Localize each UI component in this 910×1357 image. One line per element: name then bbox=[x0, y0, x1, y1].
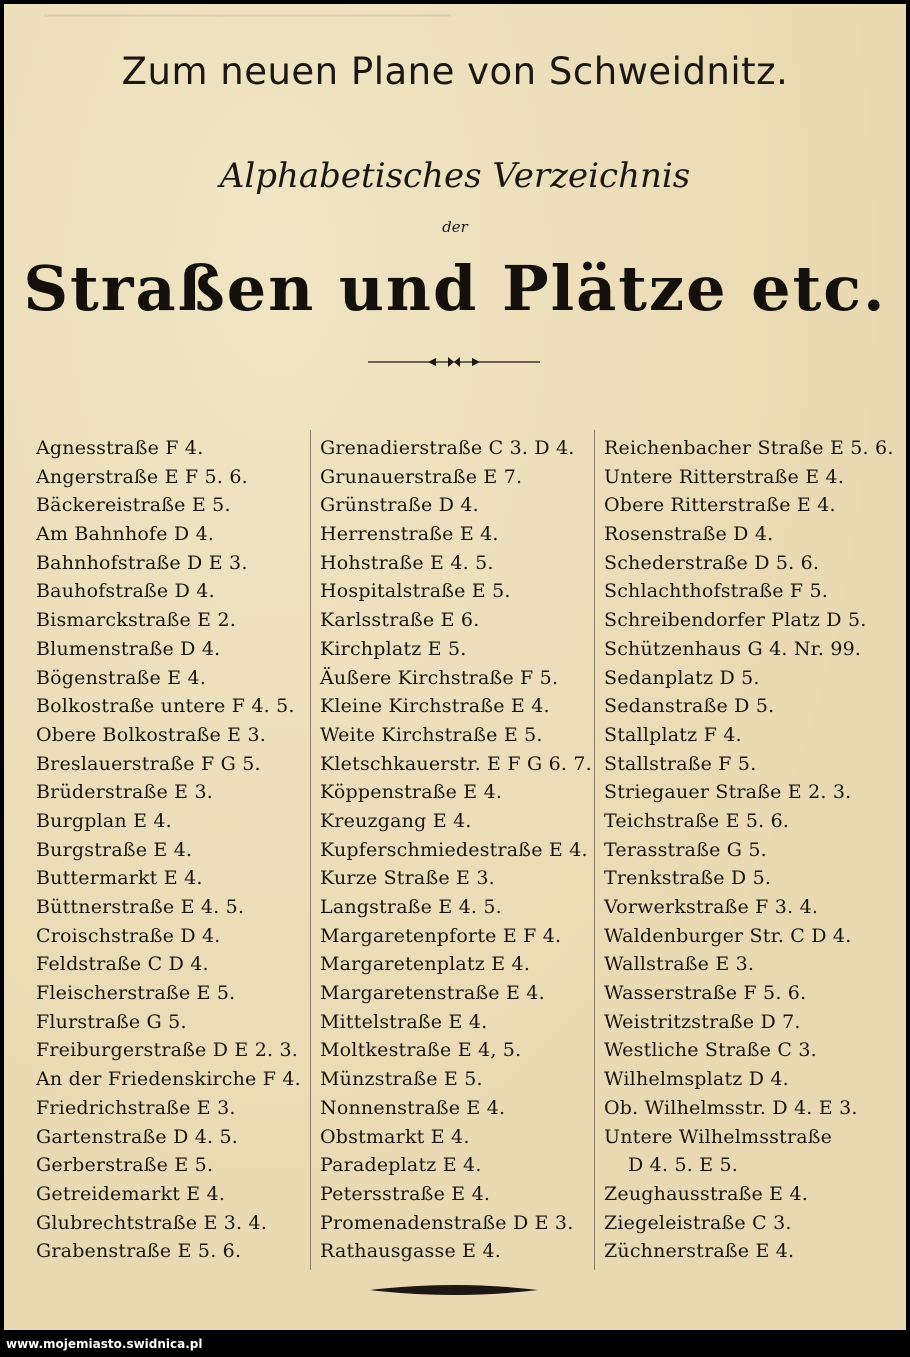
list-item: Bauhofstraße D 4. bbox=[36, 580, 215, 603]
list-item: Burgstraße E 4. bbox=[36, 838, 193, 861]
list-item: Bolkostraße untere F 4. 5. bbox=[36, 695, 295, 718]
list-item: Teichstraße E 5. 6. bbox=[604, 809, 790, 832]
list-item: Stallplatz F 4. bbox=[604, 723, 742, 746]
list-item: Rosenstraße D 4. bbox=[604, 523, 774, 546]
column-divider bbox=[594, 430, 595, 1270]
list-item: Brüderstraße E 3. bbox=[36, 781, 213, 804]
list-item: Wasserstraße F 5. 6. bbox=[604, 982, 807, 1005]
street-column-3 bbox=[604, 434, 904, 1266]
list-item: Mittelstraße E 4. bbox=[320, 1010, 488, 1033]
list-item: Westliche Straße C 3. bbox=[604, 1039, 817, 1062]
list-item: Untere Wilhelmsstraße bbox=[604, 1125, 833, 1148]
list-item: Buttermarkt E 4. bbox=[36, 867, 203, 890]
page-subtitle: Alphabetisches Verzeichnis bbox=[219, 156, 691, 196]
list-item: Schlachthofstraße F 5. bbox=[604, 580, 829, 603]
list-item: Terasstraße G 5. bbox=[604, 838, 767, 861]
list-item: D 4. 5. E 5. bbox=[628, 1154, 739, 1177]
document-page bbox=[4, 4, 906, 1330]
list-item: Paradeplatz E 4. bbox=[320, 1154, 482, 1177]
page-title: Zum neuen Plane von Schweidnitz. bbox=[121, 50, 789, 93]
list-item: Münzstraße E 5. bbox=[320, 1068, 483, 1091]
list-item: Blumenstraße D 4. bbox=[36, 637, 221, 660]
list-item: Bögenstraße E 4. bbox=[36, 666, 207, 689]
list-item: Ziegeleistraße C 3. bbox=[604, 1211, 792, 1234]
list-item: Weite Kirchstraße E 5. bbox=[320, 723, 543, 746]
list-item: Breslauerstraße F G 5. bbox=[36, 752, 261, 775]
list-item: Kirchplatz E 5. bbox=[320, 637, 467, 660]
street-column-1 bbox=[36, 434, 316, 1266]
list-item: Wallstraße E 3. bbox=[604, 953, 755, 976]
list-item: Fleischerstraße E 5. bbox=[36, 982, 236, 1005]
divider-ornament-icon bbox=[366, 352, 542, 372]
list-item: Grünstraße D 4. bbox=[320, 494, 479, 517]
list-item: Waldenburger Str. C D 4. bbox=[604, 924, 852, 947]
page-heading: Straßen und Plätze etc. bbox=[23, 252, 887, 325]
list-item: Untere Ritterstraße E 4. bbox=[604, 465, 845, 488]
list-item: Stallstraße F 5. bbox=[604, 752, 757, 775]
list-item: Am Bahnhofe D 4. bbox=[36, 523, 215, 546]
list-item: Sedanplatz D 5. bbox=[604, 666, 760, 689]
list-item: Züchnerstraße E 4. bbox=[604, 1240, 795, 1263]
list-item: Bismarckstraße E 2. bbox=[36, 609, 236, 632]
list-item: Kleine Kirchstraße E 4. bbox=[320, 695, 550, 718]
list-item: Langstraße E 4. 5. bbox=[320, 896, 502, 918]
list-item: Bahnhofstraße D E 3. bbox=[36, 551, 248, 574]
list-item: Margaretenplatz E 4. bbox=[320, 953, 531, 976]
list-item: Ob. Wilhelmsstr. D 4. E 3. bbox=[604, 1096, 858, 1119]
list-item: Margaretenstraße E 4. bbox=[320, 982, 545, 1005]
list-item: Gartenstraße D 4. 5. bbox=[36, 1125, 239, 1148]
list-item: Äußere Kirchstraße F 5. bbox=[320, 666, 559, 689]
list-item: Burgplan E 4. bbox=[36, 809, 172, 832]
list-item: Obere Ritterstraße E 4. bbox=[604, 494, 836, 517]
bottom-ornament-icon bbox=[368, 1282, 540, 1298]
list-item: Agnesstraße F 4. bbox=[36, 437, 204, 459]
list-item: Bäckereistraße E 5. bbox=[36, 494, 231, 517]
list-item: An der Friedenskirche F 4. bbox=[36, 1068, 301, 1091]
list-item: Getreidemarkt E 4. bbox=[36, 1182, 226, 1205]
source-url: www.mojemiasto.swidnica.pl bbox=[6, 1337, 203, 1351]
list-item: Kupferschmiedestraße E 4. bbox=[320, 838, 588, 861]
list-item: Friedrichstraße E 3. bbox=[36, 1096, 236, 1119]
list-item: Büttnerstraße E 4. 5. bbox=[36, 896, 245, 918]
list-item: Kletschkauerstr. E F G 6. 7. bbox=[320, 752, 592, 775]
list-item: Promenadenstraße D E 3. bbox=[320, 1211, 574, 1234]
list-item: Grunauerstraße E 7. bbox=[320, 465, 523, 488]
list-item: Schederstraße D 5. 6. bbox=[604, 551, 820, 574]
list-item: Obere Bolkostraße E 3. bbox=[36, 723, 266, 746]
list-item: Schützenhaus G 4. Nr. 99. bbox=[604, 637, 862, 660]
list-item: Köppenstraße E 4. bbox=[320, 781, 503, 804]
list-item: Freiburgerstraße D E 2. 3. bbox=[36, 1039, 299, 1062]
list-item: Striegauer Straße E 2. 3. bbox=[604, 781, 852, 804]
list-item: Vorwerkstraße F 3. 4. bbox=[604, 896, 819, 918]
list-item: Kreuzgang E 4. bbox=[320, 809, 472, 832]
list-item: Kurze Straße E 3. bbox=[320, 867, 495, 890]
list-item: Reichenbacher Straße E 5. 6. bbox=[604, 437, 894, 459]
list-item: Hospitalstraße E 5. bbox=[320, 580, 511, 603]
list-item: Petersstraße E 4. bbox=[320, 1182, 491, 1205]
bleed-through-texture: ━━━━━━━━━━━━━━━━━━━━━━━━━━━━━━━━━━━━━━━━━━━━━━━━━━━━ bbox=[44, 9, 451, 24]
list-item: Flurstraße G 5. bbox=[36, 1010, 187, 1033]
list-item: Sedanstraße D 5. bbox=[604, 695, 775, 718]
list-item: Weistritzstraße D 7. bbox=[604, 1010, 801, 1033]
list-item: Wilhelmsplatz D 4. bbox=[604, 1068, 789, 1091]
list-item: Nonnenstraße E 4. bbox=[320, 1096, 506, 1119]
list-item: Gerberstraße E 5. bbox=[36, 1154, 214, 1177]
list-item: Margaretenpforte E F 4. bbox=[320, 924, 562, 947]
list-item: Obstmarkt E 4. bbox=[320, 1125, 470, 1148]
list-item: Glubrechtstraße E 3. 4. bbox=[36, 1211, 268, 1234]
street-column-2 bbox=[320, 434, 600, 1266]
list-item: Rathausgasse E 4. bbox=[320, 1240, 501, 1263]
list-item: Karlsstraße E 6. bbox=[320, 609, 480, 632]
list-item: Schreibendorfer Platz D 5. bbox=[604, 609, 867, 632]
list-item: Grenadierstraße C 3. D 4. bbox=[320, 437, 575, 459]
subtitle-connector: der bbox=[442, 218, 468, 236]
list-item: Croischstraße D 4. bbox=[36, 924, 221, 947]
column-divider bbox=[310, 430, 311, 1270]
list-item: Zeughausstraße E 4. bbox=[604, 1182, 809, 1205]
list-item: Herrenstraße E 4. bbox=[320, 523, 499, 546]
list-item: Moltkestraße E 4, 5. bbox=[320, 1039, 522, 1062]
list-item: Angerstraße E F 5. 6. bbox=[36, 465, 248, 488]
list-item: Feldstraße C D 4. bbox=[36, 953, 209, 976]
list-item: Trenkstraße D 5. bbox=[604, 867, 772, 890]
list-item: Hohstraße E 4. 5. bbox=[320, 551, 494, 574]
list-item: Grabenstraße E 5. 6. bbox=[36, 1240, 242, 1263]
